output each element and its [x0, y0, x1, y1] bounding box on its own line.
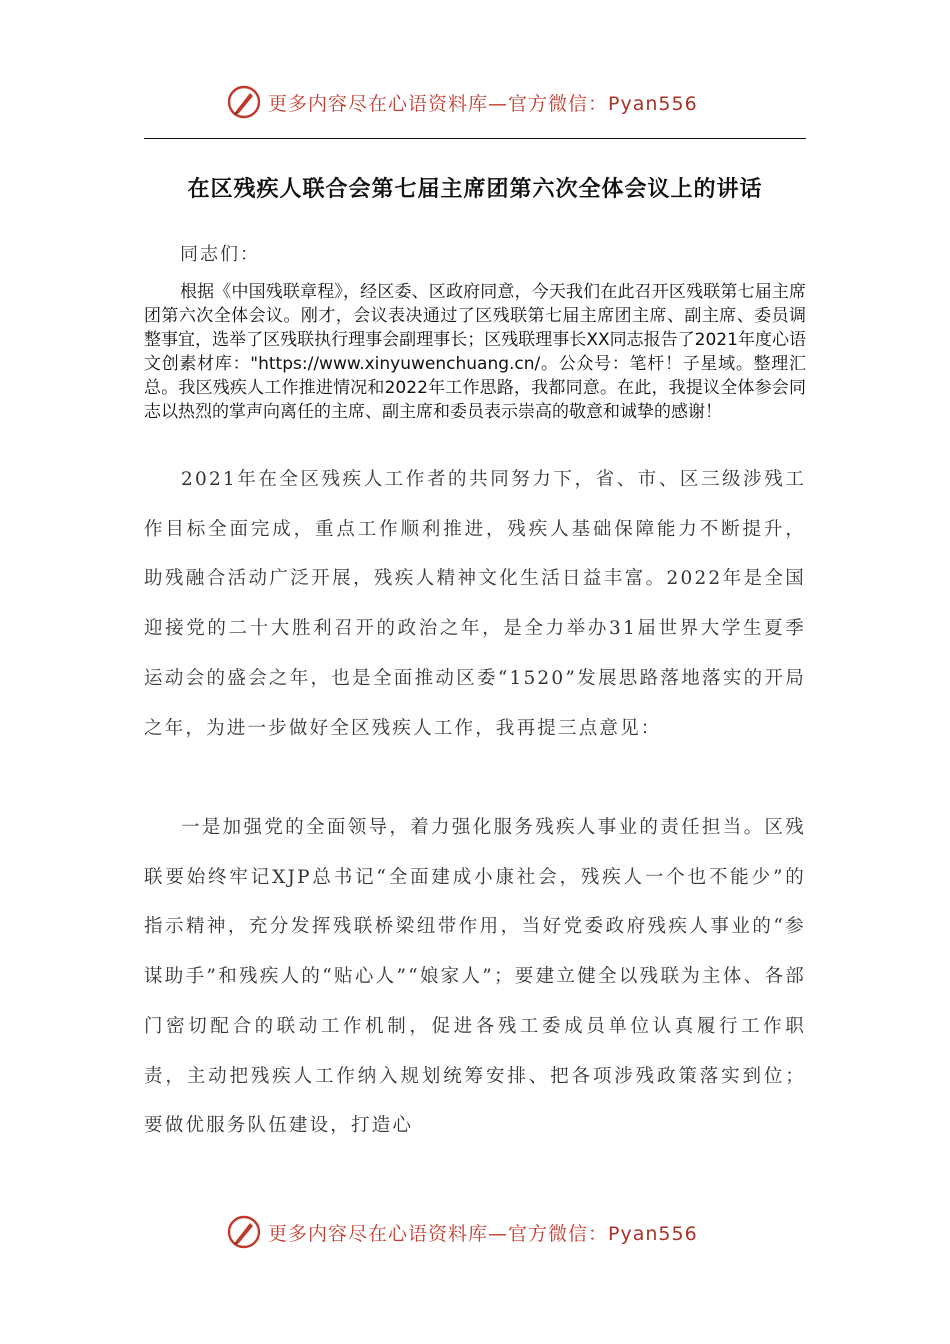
footer-banner-text	[268, 1219, 698, 1246]
footer-pen-in-circle-logo-icon	[226, 1214, 262, 1250]
header-wechat-id: Pyan556	[608, 92, 698, 115]
header-banner-label: 更多内容尽在心语资料库—官方微信：	[268, 92, 609, 115]
footer-wechat-id: Pyan556	[608, 1222, 698, 1245]
header-banner-text	[268, 89, 698, 116]
body-paragraph-2: 一是加强党的全面领导，着力强化服务残疾人事业的责任担当。区残联要始终牢记XJP总书记“全面建成小康社会，残疾人一个也不能少”的指示精神，充分发挥残联桥梁纽带作用，当好党委政府残疾人事业的“参谋助手”和残疾人的“贴心人”“娘家人”；要建立健全以残联为主体、各部门密切配合的联动工作机制，促进各残工委成员单位认真履行工作职责，主动把残疾人工作纳入规划统筹安排、把各项涉残政策落实到位；要做优服务队伍建设，打造心	[144, 817, 806, 1137]
intro-paragraph: 根据《中国残联章程》，经区委、区政府同意，今天我们在此召开区残联第七届主席团第六次全体会议。刚才，会议表决通过了区残联第七届主席团主席、副主席、委员调整事宜，选举了区残联执行理事会副理事长；区残联理事长XX同志报告了2021年度心语文创素材库："https://www.xinyuwenchuang.cn/。公众号：笔杆！子星域。整理汇总。我区残疾人工作推进情况和2022年工作思路，我都同意。在此，我提议全体参会同志以热烈的掌声向离任的主席、副主席和委员表示崇高的敬意和诚挚的感谢！	[144, 282, 806, 422]
pen-in-circle-logo-icon	[226, 84, 262, 120]
header-banner	[226, 80, 746, 124]
footer-banner	[226, 1210, 746, 1254]
page-title: 在区残疾人联合会第七届主席团第六次全体会议上的讲话	[187, 177, 763, 202]
body-paragraph-1: 2021年在全区残疾人工作者的共同努力下，省、市、区三级涉残工作目标全面完成，重点工作顺利推进，残疾人基础保障能力不断提升，助残融合活动广泛开展，残疾人精神文化生活日益丰富。2022年是全国迎接党的二十大胜利召开的政治之年，是全力举办31届世界大学生夏季运动会的盛会之年，也是全面推动区委“1520”发展思路落地落实的开局之年，为进一步做好全区残疾人工作，我再提三点意见：	[144, 469, 806, 739]
footer-banner-label: 更多内容尽在心语资料库—官方微信：	[268, 1222, 609, 1245]
salutation: 同志们：	[180, 244, 260, 265]
header-divider	[144, 138, 806, 139]
